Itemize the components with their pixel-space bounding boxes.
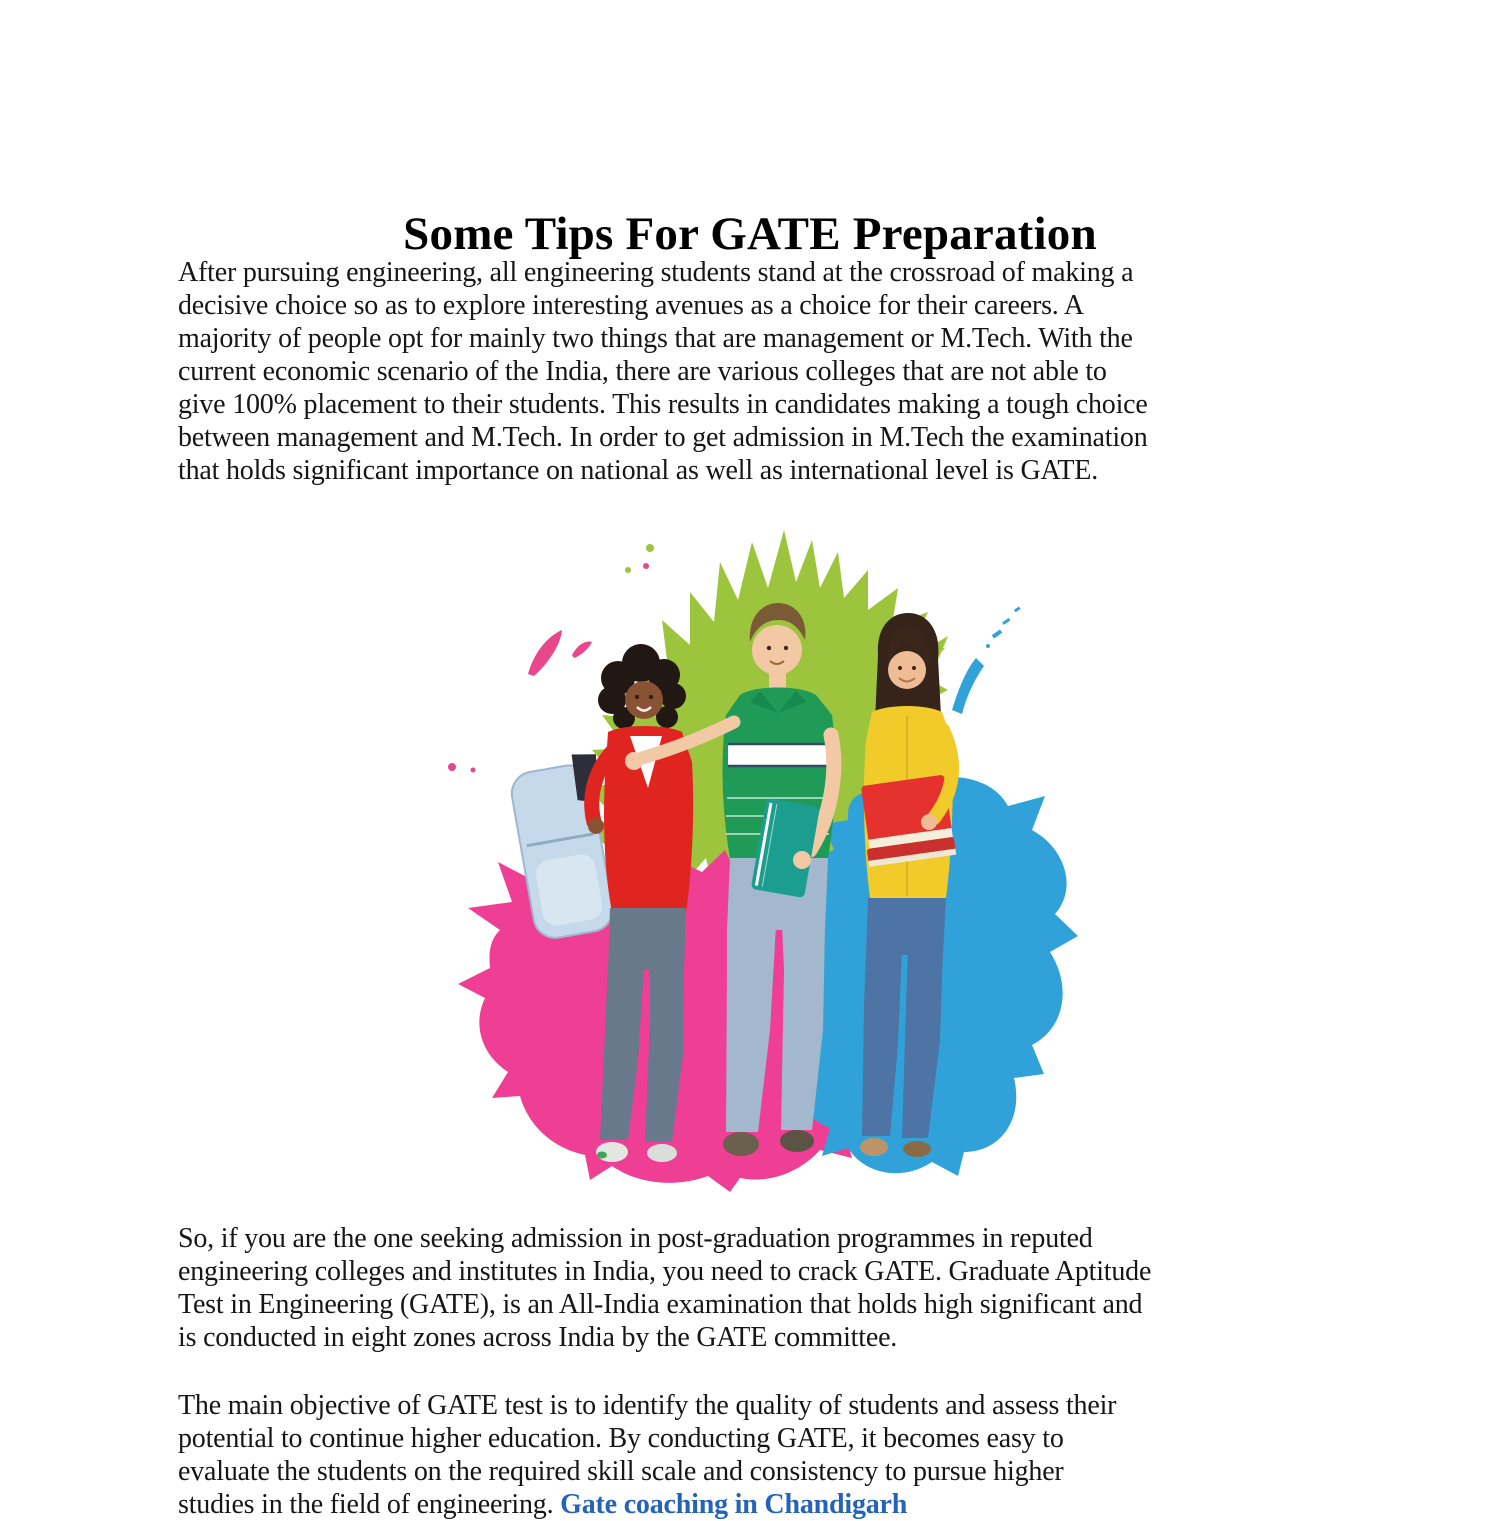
text-line [178,1488,1116,1521]
paragraph-intro [178,256,1148,487]
text-line: The main objective of GATE test is to identify the quality of students and assess their [178,1390,1117,1421]
jeans-hips [608,908,686,970]
boot [723,1132,759,1156]
text-line: potential to continue higher education. By conducting GATE, it becomes easy to [178,1423,1064,1454]
hand [588,818,604,834]
hand [625,752,643,770]
text-line: So, if you are the one seeking admission in post-graduation programmes in reputed [178,1223,1093,1254]
text-line: majority of people opt for mainly two things that are management or M.Tech. With the [178,323,1133,354]
text-line: engineering colleges and institutes in India, you need to crack GATE. Graduate Aptitude [178,1256,1152,1287]
page-title: Some Tips For GATE Preparation [403,208,1097,261]
text-line: give 100% placement to their students. This results in candidates making a tough choice [178,389,1148,420]
text-line: Test in Engineering (GATE), is an All-India examination that holds high significant and [178,1289,1143,1320]
text-line: is conducted in eight zones across India by the GATE committee. [178,1322,898,1353]
text-line: that holds significant importance on national as well as international level is GATE. [178,455,1098,486]
hand [921,814,937,830]
students-paint-splash-illustration [440,500,1070,1190]
last-line-prefix: studies in the field of engineering. [178,1489,561,1520]
hand [793,851,811,869]
face [625,681,663,719]
text-line: After pursuing engineering, all engineering students stand at the crossroad of making a [178,257,1134,288]
boot [780,1130,814,1152]
face [888,651,926,689]
jeans-hips [866,898,946,955]
face [752,625,802,675]
blue-paint-streaks [952,606,1021,714]
text-line: evaluate the students on the required skill scale and consistency to pursue higher [178,1456,1064,1487]
flat-shoe [903,1141,931,1157]
red-books [858,774,956,866]
sneaker [647,1144,677,1162]
text-line: between management and M.Tech. In order to get admission in M.Tech the examination [178,422,1148,453]
paragraph-gate-info [178,1222,1151,1354]
gate-coaching-link[interactable]: Gate coaching in Chandigarh [560,1489,908,1520]
polo-chest-stripe [728,744,828,766]
text-line: decisive choice so as to explore interesting avenues as a choice for their careers. A [178,290,1084,321]
flat-shoe [860,1138,888,1156]
paragraph-objective [178,1389,1116,1521]
text-line: current economic scenario of the India, there are various colleges that are not able to [178,356,1107,387]
